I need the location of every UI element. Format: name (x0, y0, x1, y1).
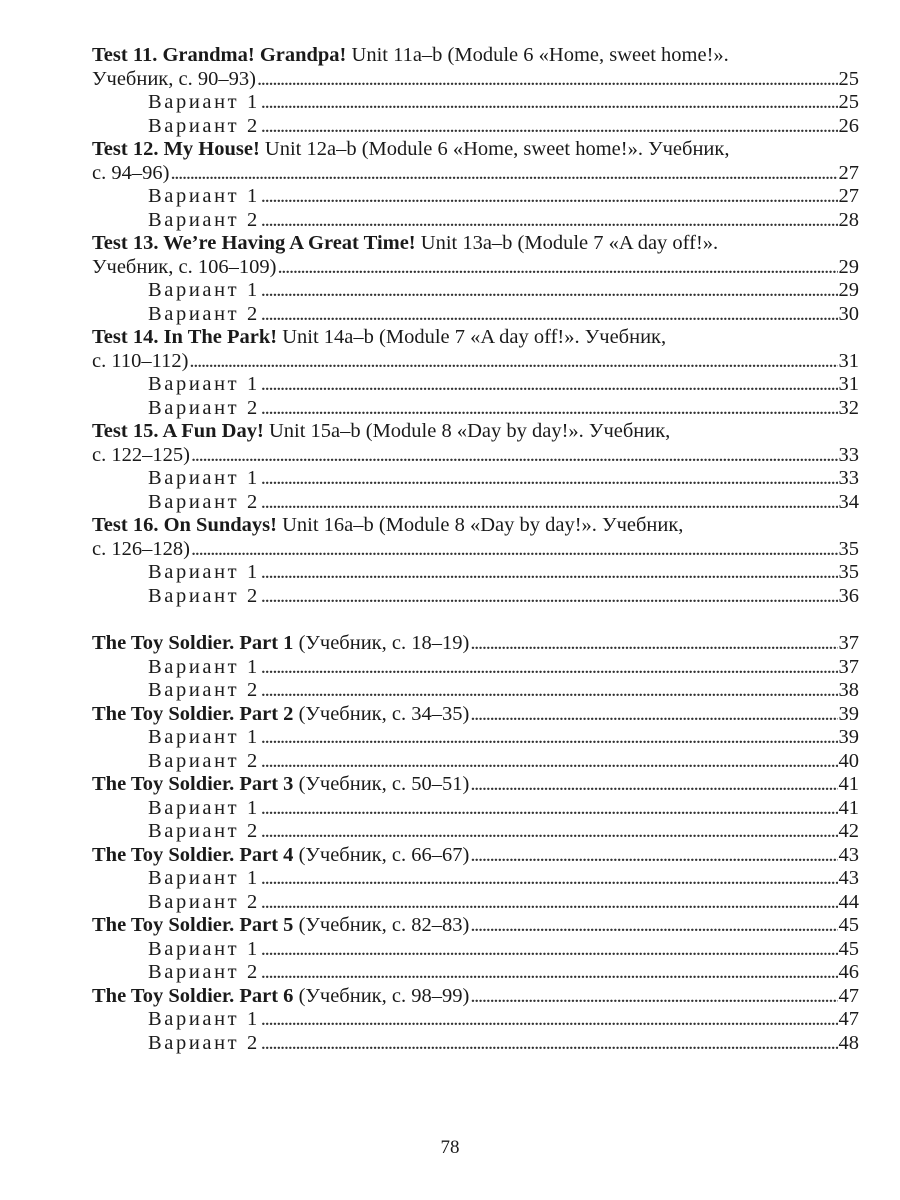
toc-entry-line (92, 773, 859, 797)
toc-entry-test-14 (92, 326, 859, 420)
page-ref: 34 (838, 490, 859, 513)
page-ref: 41 (838, 796, 859, 819)
toc-entry-bold-title: Test 16. On Sundays! (92, 514, 277, 536)
toc-variant (92, 679, 859, 703)
toc-entry-details: (Учебник, с. 82–83) (293, 914, 470, 936)
toc-variant (92, 867, 859, 891)
toc-variant (92, 1032, 859, 1056)
toc-variant (92, 938, 859, 962)
page-ref: 47 (838, 984, 859, 1007)
toc-entry-bold-title: The Toy Soldier. Part 4 (92, 843, 294, 866)
variant-label: Вариант 1 (148, 726, 260, 748)
toc-variant (92, 185, 859, 209)
toc-entry-story-part-5 (92, 914, 859, 985)
page-ref: 33 (838, 443, 859, 466)
toc-entry-details-cont: с. 122–125) (92, 443, 190, 466)
toc-entry-line (92, 985, 859, 1009)
page-ref: 35 (838, 537, 859, 560)
page-ref: 29 (838, 255, 859, 278)
toc-entry-line (92, 914, 859, 938)
toc-variant (92, 726, 859, 750)
toc-entry-details-cont: Учебник, с. 106–109) (92, 255, 277, 278)
toc-entry-line (92, 538, 859, 562)
toc-entry-test-13 (92, 232, 859, 326)
variant-label: Вариант 1 (148, 185, 260, 207)
toc-entry-bold-title: The Toy Soldier. Part 3 (92, 773, 294, 795)
leader-dots (191, 538, 838, 562)
leader-dots (261, 1032, 838, 1056)
page-ref: 42 (838, 820, 859, 842)
variant-label: Вариант 1 (148, 561, 260, 583)
toc-entry-details-cont: с. 126–128) (92, 537, 190, 560)
toc-entry-bold-title: Test 14. In The Park! (92, 326, 278, 348)
toc-entry-line (92, 703, 859, 727)
leader-dots (261, 726, 838, 750)
toc-variant (92, 891, 859, 915)
toc-variant (92, 561, 859, 585)
leader-dots (261, 656, 838, 680)
leader-dots (470, 632, 837, 656)
leader-dots (261, 585, 838, 609)
variant-label: Вариант 1 (148, 937, 260, 960)
toc-entry-story-part-2 (92, 703, 859, 774)
toc-entry-details-cont: Учебник, с. 90–93) (92, 67, 256, 90)
variant-label: Вариант 2 (148, 302, 260, 325)
toc-entry-details: (Учебник, с. 66–67) (293, 843, 470, 866)
leader-dots (261, 561, 838, 585)
page-ref: 44 (838, 890, 859, 913)
toc-variant (92, 303, 859, 327)
leader-dots (261, 91, 838, 115)
page-ref: 45 (838, 914, 859, 936)
toc-entry-line (92, 632, 859, 656)
toc-entry-title (92, 632, 469, 656)
variant-label: Вариант 2 (148, 1031, 260, 1054)
page-ref: 43 (838, 843, 859, 866)
toc-variant (92, 961, 859, 985)
variant-label: Вариант 2 (148, 890, 260, 913)
page-ref: 43 (838, 867, 859, 889)
variant-label: Вариант 2 (148, 114, 260, 137)
variant-label: Вариант 2 (148, 679, 260, 701)
toc-entry-line (92, 162, 859, 186)
page-ref: 32 (838, 396, 859, 419)
toc-entry-story-part-4 (92, 844, 859, 915)
leader-dots (191, 444, 838, 468)
toc-variant (92, 585, 859, 609)
variant-label: Вариант 1 (148, 373, 260, 395)
toc-variant (92, 397, 859, 421)
toc-entry-title-line (92, 138, 859, 162)
toc-entry-bold-title: The Toy Soldier. Part 2 (92, 702, 294, 725)
leader-dots (261, 750, 838, 774)
leader-dots (470, 703, 837, 727)
toc-entry-title-line (92, 514, 859, 538)
toc-variant (92, 91, 859, 115)
section-gap (92, 608, 859, 632)
toc-entry-title-line (92, 420, 859, 444)
page-ref: 29 (838, 279, 859, 301)
variant-label: Вариант 1 (148, 1008, 260, 1030)
toc-entry-details: Unit 16a–b (Module 8 «Day by day!». Учебник, (276, 514, 684, 536)
leader-dots (261, 1008, 838, 1032)
leader-dots (261, 491, 838, 515)
page-ref: 41 (838, 773, 859, 795)
page-ref: 47 (838, 1008, 859, 1030)
page-ref: 27 (838, 185, 859, 207)
variant-label: Вариант 2 (148, 961, 260, 983)
leader-dots (470, 773, 837, 797)
variant-label: Вариант 1 (148, 91, 260, 113)
variant-label: Вариант 2 (148, 820, 260, 842)
toc-variant (92, 467, 859, 491)
page-ref: 37 (838, 632, 859, 654)
leader-dots (261, 279, 838, 303)
page-ref: 30 (838, 302, 859, 325)
toc-entry-title-line (92, 232, 859, 256)
leader-dots (261, 938, 838, 962)
toc-entry-bold-title: Test 12. My House! (92, 138, 260, 160)
toc-entry-bold-title: Test 11. Grandma! Grandpa! (92, 44, 347, 66)
leader-dots (261, 820, 838, 844)
toc-variant (92, 491, 859, 515)
toc-entry-details-cont: с. 110–112) (92, 349, 189, 372)
page-ref: 46 (838, 961, 859, 983)
toc-entry-details: Unit 12a–b (Module 6 «Home, sweet home!». Учебник, (259, 138, 730, 160)
variant-label: Вариант 1 (148, 467, 260, 489)
toc-entry-story-part-6 (92, 985, 859, 1056)
page-ref: 39 (838, 702, 859, 725)
toc-entry-line (92, 444, 859, 468)
leader-dots (261, 891, 838, 915)
page-ref: 40 (838, 749, 859, 772)
leader-dots (261, 961, 838, 985)
leader-dots (470, 985, 837, 1009)
toc-entry-details: Unit 15a–b (Module 8 «Day by day!». Учебник, (263, 420, 671, 442)
leader-dots (170, 162, 837, 186)
toc-entry-title (92, 985, 469, 1009)
toc-variant (92, 279, 859, 303)
toc-entry-test-11 (92, 44, 859, 138)
toc-entry-title (92, 703, 469, 727)
toc-entry-details: Unit 11a–b (Module 6 «Home, sweet home!». (346, 44, 729, 66)
leader-dots (261, 867, 838, 891)
toc-entry-title (92, 914, 469, 938)
leader-dots (189, 350, 837, 374)
page-ref: 39 (838, 726, 859, 748)
variant-label: Вариант 1 (148, 867, 260, 889)
page-ref: 27 (838, 161, 859, 184)
leader-dots (261, 185, 838, 209)
tests-section (92, 44, 859, 608)
leader-dots (261, 679, 838, 703)
toc-entry-details: Unit 14a–b (Module 7 «A day off!». Учебник, (277, 326, 667, 348)
toc-entry-bold-title: The Toy Soldier. Part 5 (92, 914, 294, 936)
toc-entry-line (92, 256, 859, 280)
toc-variant (92, 750, 859, 774)
leader-dots (261, 115, 838, 139)
leader-dots (470, 914, 837, 938)
toc-entry-line (92, 844, 859, 868)
page-ref: 25 (838, 67, 859, 90)
toc-entry-bold-title: Test 13. We’re Having A Great Time! (92, 232, 416, 254)
toc-entry-details: (Учебник, с. 98–99) (293, 984, 470, 1007)
leader-dots (261, 209, 838, 233)
stories-section (92, 632, 859, 1055)
toc-entry-details: Unit 13a–b (Module 7 «A day off!». (415, 232, 719, 254)
toc-entry-details-cont: с. 94–96) (92, 161, 170, 184)
page-ref: 38 (838, 679, 859, 701)
variant-label: Вариант 1 (148, 279, 260, 301)
toc-entry-title (92, 844, 469, 868)
leader-dots (261, 397, 838, 421)
toc-variant (92, 656, 859, 680)
table-of-contents (92, 44, 859, 1055)
toc-entry-line (92, 68, 859, 92)
page-ref: 31 (838, 349, 859, 372)
page-ref: 31 (838, 373, 859, 395)
toc-entry-story-part-1 (92, 632, 859, 703)
toc-entry-details: (Учебник, с. 50–51) (293, 773, 470, 795)
variant-label: Вариант 2 (148, 396, 260, 419)
toc-entry-bold-title: Test 15. A Fun Day! (92, 420, 264, 442)
toc-entry-title (92, 773, 469, 797)
toc-entry-story-part-3 (92, 773, 859, 844)
leader-dots (277, 256, 837, 280)
variant-label: Вариант 1 (148, 655, 260, 678)
leader-dots (470, 844, 837, 868)
page-ref: 35 (838, 561, 859, 583)
variant-label: Вариант 2 (148, 208, 260, 231)
page-ref: 28 (838, 208, 859, 231)
toc-variant (92, 115, 859, 139)
variant-label: Вариант 1 (148, 796, 260, 819)
page-ref: 48 (838, 1031, 859, 1054)
leader-dots (257, 68, 838, 92)
page-ref: 36 (838, 584, 859, 607)
page-ref: 45 (838, 937, 859, 960)
toc-entry-test-15 (92, 420, 859, 514)
variant-label: Вариант 2 (148, 584, 260, 607)
leader-dots (261, 373, 838, 397)
leader-dots (261, 467, 838, 491)
toc-variant (92, 209, 859, 233)
page-ref: 25 (838, 91, 859, 113)
page-ref: 33 (838, 467, 859, 489)
toc-variant (92, 1008, 859, 1032)
leader-dots (261, 303, 838, 327)
toc-variant (92, 820, 859, 844)
page-number: 78 (440, 1137, 460, 1158)
toc-entry-details: (Учебник, с. 34–35) (293, 702, 470, 725)
toc-variant (92, 373, 859, 397)
page-ref: 37 (838, 655, 859, 678)
toc-variant (92, 797, 859, 821)
leader-dots (261, 797, 838, 821)
toc-entry-test-16 (92, 514, 859, 608)
toc-entry-title-line (92, 326, 859, 350)
toc-entry-details: (Учебник, с. 18–19) (293, 632, 470, 654)
toc-entry-line (92, 350, 859, 374)
toc-entry-bold-title: The Toy Soldier. Part 6 (92, 984, 294, 1007)
toc-entry-title-line (92, 44, 859, 68)
toc-entry-test-12 (92, 138, 859, 232)
toc-entry-bold-title: The Toy Soldier. Part 1 (92, 632, 294, 654)
page-ref: 26 (838, 114, 859, 137)
variant-label: Вариант 2 (148, 749, 260, 772)
variant-label: Вариант 2 (148, 490, 260, 513)
